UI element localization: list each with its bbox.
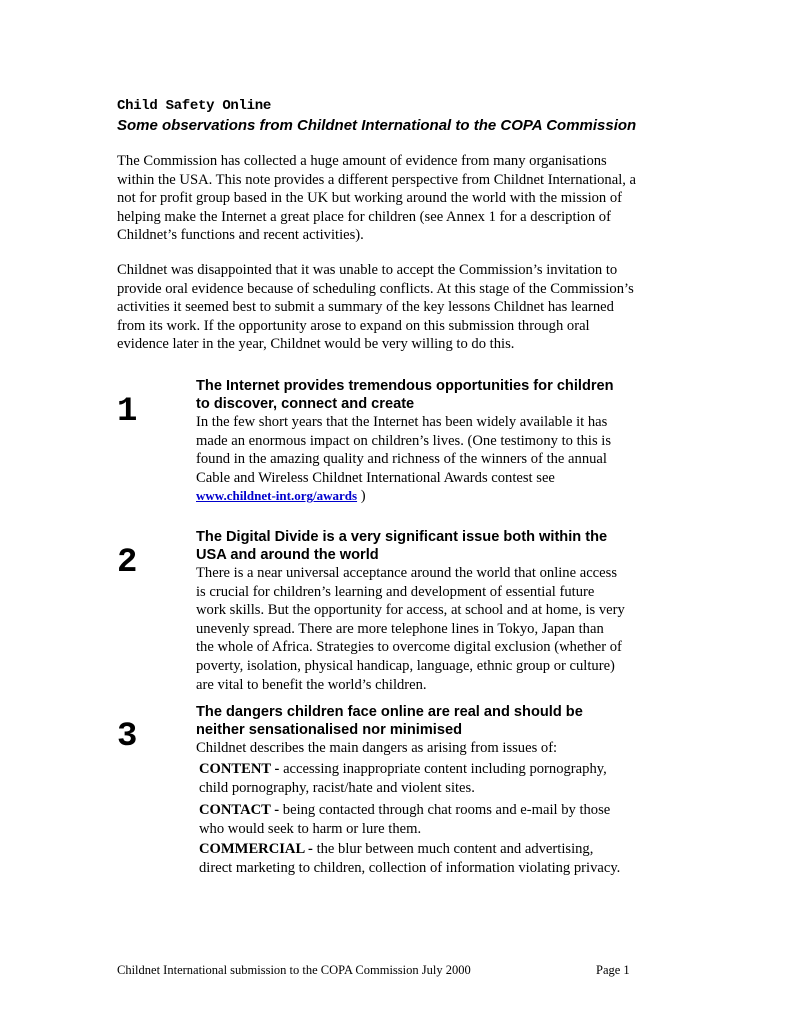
danger-text: child pornography, racist/hate and violent sites.: [199, 779, 475, 796]
danger-item-contact: [199, 801, 610, 838]
danger-text: direct marketing to children, collection of information violating privacy.: [199, 859, 621, 876]
text-line: In the few short years that the Internet has been widely available it has: [196, 414, 608, 430]
section-heading-2: [196, 528, 607, 564]
danger-text: accessing inappropriate content including pornography,: [279, 761, 607, 777]
link-suffix: ): [357, 488, 366, 505]
text-line: are vital to benefit the world’s children.: [196, 676, 427, 693]
danger-label: COMMERCIAL -: [199, 841, 313, 857]
text-line: Childnet’s functions and recent activities).: [117, 227, 364, 244]
text-line: work skills. But the opportunity for access, at school and at home, is very: [196, 602, 625, 619]
text-line: Cable and Wireless Childnet International Awards contest see: [196, 469, 555, 486]
heading-line: The Digital Divide is a very significant issue both within the: [196, 529, 608, 545]
text-line: There is a near universal acceptance around the world that online access: [196, 565, 617, 581]
danger-item-content: [199, 760, 607, 797]
section-number-2: 2: [117, 544, 138, 582]
danger-text: who would seek to harm or lure them.: [199, 820, 422, 837]
section-body-3: [196, 739, 557, 758]
section-heading-1: [196, 377, 614, 413]
heading-line: The Internet provides tremendous opportunities for children: [196, 378, 614, 394]
intro-paragraph-2: [117, 261, 677, 354]
heading-line: USA and around the world: [196, 547, 379, 563]
text-line: Childnet was disappointed that it was unable to accept the Commission’s invitation to: [117, 262, 618, 278]
danger-label: CONTACT -: [199, 802, 280, 818]
awards-link[interactable]: www.childnet-int.org/awards: [196, 488, 358, 504]
text-line: not for profit group based in the UK but working around the world with the mission of: [117, 190, 623, 207]
intro-paragraph-1: [117, 152, 677, 245]
text-line: from its work. If the opportunity arose to expand on this submission through oral: [117, 317, 590, 334]
text-line: unevenly spread. There are more telephone lines in Tokyo, Japan than: [196, 620, 604, 637]
danger-text: the blur between much content and advertising,: [312, 841, 594, 857]
text-line: made an enormous impact on children’s lives. (One testimony to this is: [196, 432, 612, 449]
heading-line: to discover, connect and create: [196, 396, 415, 412]
text-line: poverty, isolation, physical handicap, language, ethnic group or culture): [196, 657, 615, 674]
section-number-3: 3: [117, 718, 138, 756]
text-line: is crucial for children’s learning and development of essential future: [196, 583, 595, 600]
text-line: evidence later in the year, Childnet would be very willing to do this.: [117, 336, 515, 353]
text-line-with-link: [196, 487, 611, 506]
section-heading-3: [196, 703, 583, 739]
text-line: provide oral evidence because of scheduling conflicts. At this stage of the Commission’s: [117, 280, 634, 297]
section-body-2: [196, 564, 625, 694]
text-line: The Commission has collected a huge amount of evidence from many organisations: [117, 153, 607, 169]
document-subtitle: Some observations from Childnet International to the COPA Commission: [117, 117, 637, 134]
section-body-1: [196, 413, 611, 506]
danger-label: CONTENT -: [199, 761, 280, 777]
danger-text: being contacted through chat rooms and e-mail by those: [279, 802, 611, 818]
heading-line: The dangers children face online are real and should be: [196, 704, 583, 720]
text-line: found in the amazing quality and richness of the winners of the annual: [196, 451, 607, 468]
document-title: Child Safety Online: [117, 98, 271, 114]
text-line: helping make the Internet a great place for children (see Annex 1 for a description of: [117, 208, 611, 225]
danger-item-commercial: [199, 840, 620, 877]
text-line: activities it seemed best to submit a summary of the key lessons Childnet has learned: [117, 299, 614, 316]
page-footer: Childnet International submission to the COPA Commission July 2000: [117, 963, 471, 977]
section-number-1: 1: [117, 393, 138, 431]
page-number: Page 1: [596, 963, 630, 977]
text-line: the whole of Africa. Strategies to overcome digital exclusion (whether of: [196, 639, 622, 656]
text-line: within the USA. This note provides a different perspective from Childnet International, a: [117, 171, 637, 188]
text-line: Childnet describes the main dangers as arising from issues of:: [196, 740, 558, 756]
heading-line: neither sensationalised nor minimised: [196, 722, 463, 738]
